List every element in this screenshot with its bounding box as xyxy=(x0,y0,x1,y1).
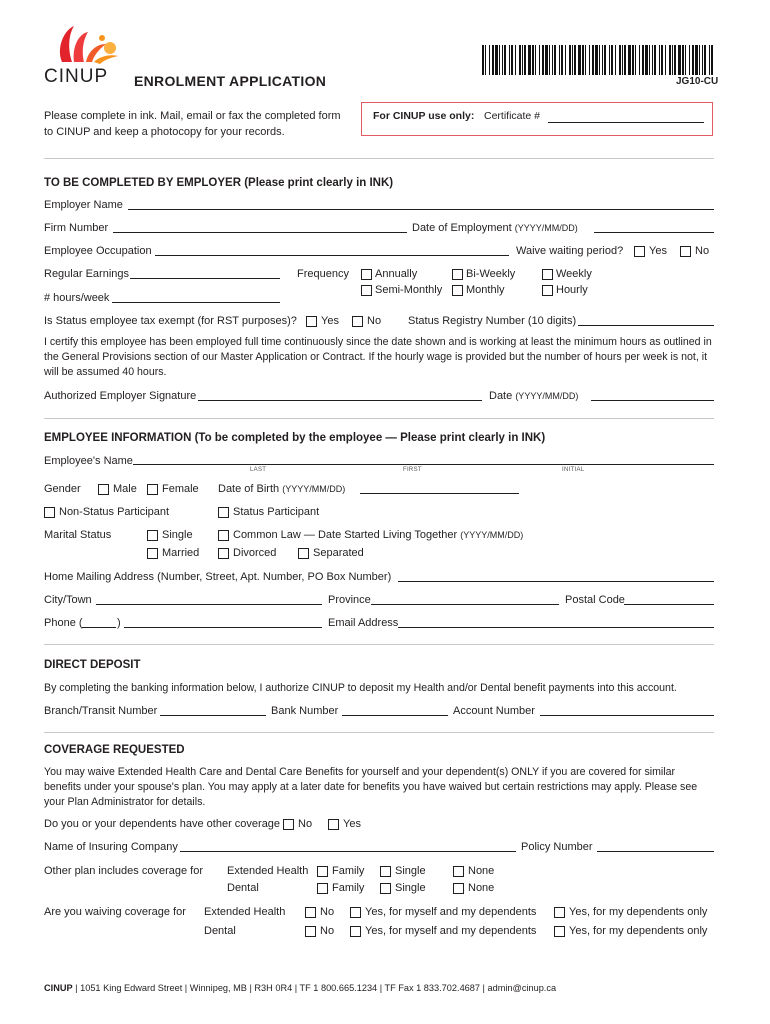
other-coverage-no-label: No xyxy=(298,818,313,830)
other-plan-eh-single-checkbox[interactable] xyxy=(380,866,391,877)
other-coverage-yes-label: Yes xyxy=(343,818,361,830)
waiving-dental-no-label: No xyxy=(320,925,335,937)
form-title: ENROLMENT APPLICATION xyxy=(134,73,327,89)
other-plan-label: Other plan includes coverage for xyxy=(44,865,203,877)
tax-exempt-label: Is Status employee tax exempt (for RST purposes)? xyxy=(44,315,297,327)
footer-contact: | 1051 King Edward Street | Winnipeg, MB | R3H 0R4 | TF 1 800.665.1234 | TF Fax 1 833.702.4687 | admin@cinup.ca xyxy=(75,983,557,993)
frequency-semimonthly-checkbox[interactable] xyxy=(361,285,372,296)
phone-area-code-field[interactable] xyxy=(82,627,116,628)
other-plan-dental-single-checkbox[interactable] xyxy=(380,883,391,894)
hours-week-field[interactable] xyxy=(112,302,280,303)
tax-exempt-no-label: No xyxy=(367,315,382,327)
date-of-employment-label: Date of Employment (YYYY/MM/DD) xyxy=(412,222,578,234)
other-plan-eh-family-checkbox[interactable] xyxy=(317,866,328,877)
status-participant-checkbox[interactable] xyxy=(218,507,229,518)
other-plan-dental-family-label: Family xyxy=(332,882,365,894)
frequency-semimonthly-label: Semi-Monthly xyxy=(375,284,443,296)
tax-exempt-yes-checkbox[interactable] xyxy=(306,316,317,327)
other-plan-eh-single-label: Single xyxy=(395,865,426,877)
waiving-dental-myself-checkbox[interactable] xyxy=(350,926,361,937)
marital-common-law-checkbox[interactable] xyxy=(218,530,229,541)
waive-waiting-yes-checkbox[interactable] xyxy=(634,246,645,257)
gender-female-checkbox[interactable] xyxy=(147,484,158,495)
signature-date-field[interactable] xyxy=(591,400,714,401)
frequency-annually-checkbox[interactable] xyxy=(361,269,372,280)
footer xyxy=(44,983,556,993)
status-participant-label: Status Participant xyxy=(233,506,320,518)
account-number-label: Account Number xyxy=(453,705,535,717)
home-address-field[interactable] xyxy=(398,581,714,582)
branch-transit-label: Branch/Transit Number xyxy=(44,705,158,717)
date-of-birth-field[interactable] xyxy=(360,493,519,494)
phone-field[interactable] xyxy=(124,627,322,628)
signature-date-label: Date (YYYY/MM/DD) xyxy=(489,390,579,402)
tax-exempt-no-checkbox[interactable] xyxy=(352,316,363,327)
other-plan-dental-label: Dental xyxy=(227,882,259,894)
email-field[interactable] xyxy=(398,627,714,628)
other-plan-eh-family-label: Family xyxy=(332,865,365,877)
frequency-weekly-label: Weekly xyxy=(556,268,592,280)
frequency-monthly-checkbox[interactable] xyxy=(452,285,463,296)
coverage-heading: COVERAGE REQUESTED xyxy=(44,744,185,756)
marital-common-law-label: Common Law — Date Started Living Together (YYYY/MM/DD) xyxy=(233,529,524,541)
employer-name-label: Employer Name xyxy=(44,199,123,211)
employee-name-field[interactable] xyxy=(133,464,714,465)
date-of-employment-field[interactable] xyxy=(594,232,714,233)
phone-paren-close: ) xyxy=(117,617,121,629)
first-name-caption: FIRST xyxy=(403,467,422,473)
waiving-eh-label: Extended Health xyxy=(204,906,286,918)
certificate-field[interactable] xyxy=(548,122,704,123)
other-plan-dental-family-checkbox[interactable] xyxy=(317,883,328,894)
waive-waiting-label: Waive waiting period? xyxy=(516,245,624,257)
tax-exempt-yes-label: Yes xyxy=(321,315,339,327)
divider xyxy=(44,732,714,733)
marital-single-label: Single xyxy=(162,529,193,541)
other-plan-dental-single-label: Single xyxy=(395,882,426,894)
waive-waiting-yes-label: Yes xyxy=(649,245,667,257)
authorized-signature-field[interactable] xyxy=(198,400,482,401)
email-label: Email Address xyxy=(328,617,399,629)
frequency-monthly-label: Monthly xyxy=(466,284,505,296)
regular-earnings-field[interactable] xyxy=(130,278,280,279)
gender-label: Gender xyxy=(44,483,81,495)
waiving-eh-myself-label: Yes, for myself and my dependents xyxy=(365,906,537,918)
policy-number-label: Policy Number xyxy=(521,841,593,853)
instructions-line-1: Please complete in ink. Mail, email or fax the completed form xyxy=(44,110,341,122)
waiving-dental-dependents-label: Yes, for my dependents only xyxy=(569,925,708,937)
employee-occupation-label: Employee Occupation xyxy=(44,245,152,257)
waiving-eh-myself-checkbox[interactable] xyxy=(350,907,361,918)
initial-caption: INITIAL xyxy=(562,467,585,473)
gender-male-label: Male xyxy=(113,483,137,495)
frequency-label: Frequency xyxy=(297,268,349,280)
regular-earnings-label: Regular Earnings xyxy=(44,268,129,280)
date-of-birth-label: Date of Birth (YYYY/MM/DD) xyxy=(218,483,346,495)
divider xyxy=(44,644,714,645)
firm-number-label: Firm Number xyxy=(44,222,109,234)
other-coverage-no-checkbox[interactable] xyxy=(283,819,294,830)
other-plan-eh-none-checkbox[interactable] xyxy=(453,866,464,877)
frequency-biweekly-checkbox[interactable] xyxy=(452,269,463,280)
branch-transit-field[interactable] xyxy=(160,715,266,716)
marital-divorced-label: Divorced xyxy=(233,547,277,559)
logo-flame-icon xyxy=(52,22,122,66)
employee-occupation-field[interactable] xyxy=(155,255,509,256)
other-plan-dental-none-label: None xyxy=(468,882,495,894)
marital-separated-checkbox[interactable] xyxy=(298,548,309,559)
waive-waiting-no-checkbox[interactable] xyxy=(680,246,691,257)
waiving-dental-myself-label: Yes, for myself and my dependents xyxy=(365,925,537,937)
employer-name-field[interactable] xyxy=(128,209,714,210)
waiving-label: Are you waiving coverage for xyxy=(44,906,186,918)
logo-wordmark: CINUP xyxy=(44,66,109,87)
hours-week-label: # hours/week xyxy=(44,292,110,304)
waiving-eh-no-label: No xyxy=(320,906,335,918)
province-field[interactable] xyxy=(371,604,559,605)
postal-code-label: Postal Code xyxy=(565,594,625,606)
footer-brand: CINUP xyxy=(44,983,73,993)
employee-section-heading: EMPLOYEE INFORMATION (To be completed by the employee — Please print clearly in INK) xyxy=(44,432,546,444)
certificate-label: Certificate # xyxy=(484,110,541,122)
marital-status-label: Marital Status xyxy=(44,529,112,541)
non-status-label: Non-Status Participant xyxy=(59,506,170,518)
waiving-dental-dependents-checkbox[interactable] xyxy=(554,926,565,937)
last-name-caption: LAST xyxy=(250,467,267,473)
bank-number-label: Bank Number xyxy=(271,705,339,717)
other-plan-dental-none-checkbox[interactable] xyxy=(453,883,464,894)
policy-number-field[interactable] xyxy=(597,851,714,852)
direct-deposit-text: By completing the banking information below, I authorize CINUP to deposit my Health and/or Dental benefit payments into this account. xyxy=(44,682,677,694)
waiving-dental-label: Dental xyxy=(204,925,236,937)
marital-divorced-checkbox[interactable] xyxy=(218,548,229,559)
barcode xyxy=(482,45,714,75)
instructions-line-2: to CINUP and keep a photocopy for your records. xyxy=(44,126,285,138)
gender-female-label: Female xyxy=(162,483,199,495)
frequency-hourly-label: Hourly xyxy=(556,284,588,296)
frequency-weekly-checkbox[interactable] xyxy=(542,269,553,280)
certify-statement: I certify this employee has been employed full time continuously since the date shown and is working at least the minimum hours as outlined in the General Provisions section of our Master Application or Contract. If the hourly wage is provided but the number of hours per week is not, it will be assumed 40 hours. xyxy=(44,336,712,378)
waive-waiting-no-label: No xyxy=(695,245,710,257)
authorized-signature-label: Authorized Employer Signature xyxy=(44,390,197,402)
city-label: City/Town xyxy=(44,594,92,606)
frequency-hourly-checkbox[interactable] xyxy=(542,285,553,296)
status-registry-field[interactable] xyxy=(578,325,714,326)
non-status-checkbox[interactable] xyxy=(44,507,55,518)
employee-name-label: Employee's Name xyxy=(44,455,133,467)
employer-section-heading: TO BE COMPLETED BY EMPLOYER (Please print clearly in INK) xyxy=(44,177,394,189)
form-code: JG10-CU xyxy=(676,76,719,87)
city-field[interactable] xyxy=(96,604,322,605)
frequency-annually-label: Annually xyxy=(375,268,418,280)
province-label: Province xyxy=(328,594,371,606)
other-coverage-label: Do you or your dependents have other coverage xyxy=(44,818,281,830)
marital-married-label: Married xyxy=(162,547,200,559)
bank-number-field[interactable] xyxy=(342,715,448,716)
other-plan-eh-label: Extended Health xyxy=(227,865,309,877)
coverage-text: You may waive Extended Health Care and Dental Care Benefits for yourself and your dependent(s) ONLY if you are covered for similar benefits under your spouse's plan. You may apply at a later date for benefits you have waived but certain restrictions may apply. Please see your Plan Administrator for details. xyxy=(44,766,698,808)
marital-separated-label: Separated xyxy=(313,547,364,559)
insuring-company-label: Name of Insuring Company xyxy=(44,841,178,853)
marital-married-checkbox[interactable] xyxy=(147,548,158,559)
waiving-eh-no-checkbox[interactable] xyxy=(305,907,316,918)
firm-number-field[interactable] xyxy=(113,232,407,233)
insuring-company-field[interactable] xyxy=(180,851,516,852)
home-address-label: Home Mailing Address (Number, Street, Apt. Number, PO Box Number) xyxy=(44,571,392,583)
other-coverage-yes-checkbox[interactable] xyxy=(328,819,339,830)
account-number-field[interactable] xyxy=(540,715,714,716)
status-registry-label: Status Registry Number (10 digits) xyxy=(408,315,577,327)
frequency-biweekly-label: Bi-Weekly xyxy=(466,268,516,280)
divider xyxy=(44,158,714,159)
phone-label: Phone ( xyxy=(44,617,83,629)
other-plan-eh-none-label: None xyxy=(468,865,495,877)
gender-male-checkbox[interactable] xyxy=(98,484,109,495)
waiving-dental-no-checkbox[interactable] xyxy=(305,926,316,937)
cinup-use-label: For CINUP use only: xyxy=(373,110,475,122)
waiving-eh-dependents-label: Yes, for my dependents only xyxy=(569,906,708,918)
postal-code-field[interactable] xyxy=(624,604,714,605)
divider xyxy=(44,418,714,419)
waiving-eh-dependents-checkbox[interactable] xyxy=(554,907,565,918)
direct-deposit-heading: DIRECT DEPOSIT xyxy=(44,659,141,671)
marital-single-checkbox[interactable] xyxy=(147,530,158,541)
